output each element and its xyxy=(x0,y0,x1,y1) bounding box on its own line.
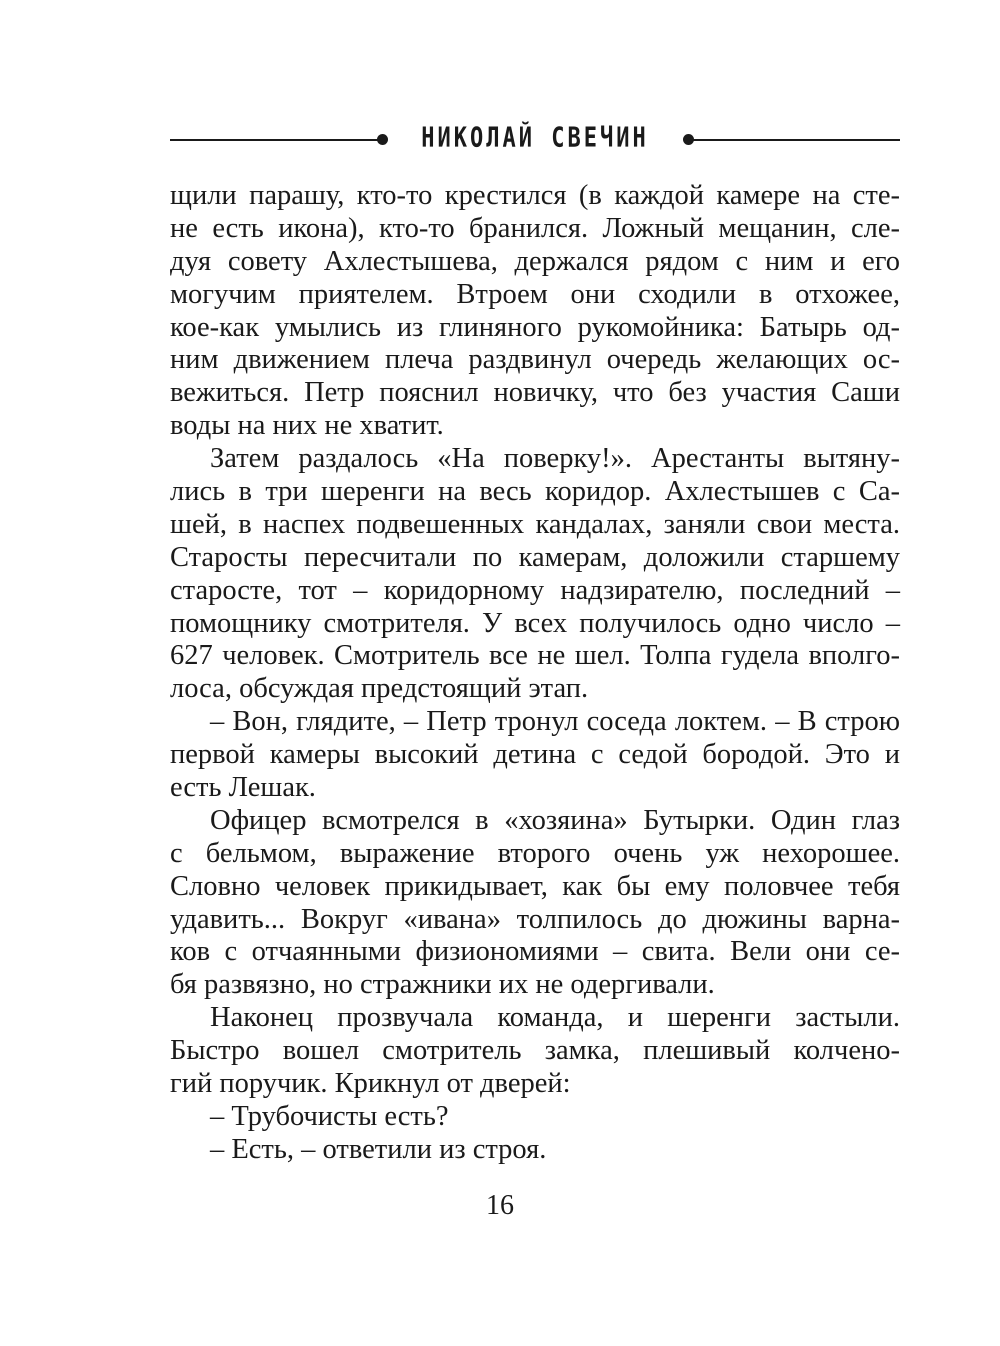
text-line: – Есть, – ответили из строя. xyxy=(210,1133,547,1165)
text-line: ков с отчаянными физиономиями – свита. Вели они се- xyxy=(170,936,900,968)
text-line: бя развязно, но стражники их не одергивали. xyxy=(170,969,715,1001)
text-line: с бельмом, выражение второго очень уж нехорошее. xyxy=(170,837,900,869)
text-line: воды на них не хватит. xyxy=(170,410,444,442)
text-line: могучим приятелем. Втроем они сходили в отхожее, xyxy=(170,278,900,310)
text-line: лись в три шеренги на весь коридор. Ахлестышев с Са- xyxy=(170,476,900,508)
text-line: старосте, тот – коридорному надзирателю, последний – xyxy=(170,574,900,606)
header-dot-left xyxy=(377,134,388,145)
text-line: дуя совету Ахлестышева, держался рядом с ним и его xyxy=(170,245,900,277)
text-line: щили парашу, кто-то крестился (в каждой камере на сте- xyxy=(170,180,900,211)
running-header xyxy=(170,122,900,158)
text-line: Офицер всмотрелся в «хозяина» Бутырки. Один глаз xyxy=(210,804,900,836)
text-line: кое-как умылись из глиняного рукомойника: Батырь од- xyxy=(170,311,900,343)
paragraph xyxy=(170,180,900,443)
text-line: лоса, обсуждая предстоящий этап. xyxy=(170,673,589,705)
text-line: – Трубочисты есть? xyxy=(210,1100,449,1132)
body-text xyxy=(170,180,900,1167)
paragraph xyxy=(170,805,900,1002)
text-line: есть Лешак. xyxy=(170,772,316,804)
text-line: шей, в наспех подвешенных кандалах, заняли свои места. xyxy=(170,508,900,540)
running-title: НИКОЛАЙ СВЕЧИН xyxy=(421,122,649,155)
text-line: помощнику смотрителя. У всех получилось одно число – xyxy=(170,607,900,639)
page-number: 16 xyxy=(486,1190,514,1221)
text-line: 627 человек. Смотритель все не шел. Толпа гудела вполго- xyxy=(170,640,900,672)
text-line: Быстро вошел смотритель замка, плешивый колчено- xyxy=(170,1035,900,1067)
header-rule-right xyxy=(690,139,900,141)
paragraph xyxy=(170,1002,900,1101)
text-line: – Вон, глядите, – Петр тронул соседа локтем. – В строю xyxy=(210,706,900,738)
text-line: Словно человек прикидывает, как бы ему половчее тебя xyxy=(170,870,900,902)
text-line: Старосты пересчитали по камерам, доложили старшему xyxy=(170,541,900,573)
paragraph xyxy=(170,1134,900,1167)
text-line: ним движением плеча раздвинул очередь желающих ос- xyxy=(170,344,900,376)
paragraph xyxy=(170,706,900,805)
paragraph xyxy=(170,443,900,706)
text-line: не есть икона), кто-то бранился. Ложный мещанин, сле- xyxy=(170,212,900,244)
header-rule-left xyxy=(170,139,380,141)
text-line: Наконец прозвучала команда, и шеренги застыли. xyxy=(210,1002,900,1034)
text-line: первой камеры высокий детина с седой бородой. Это и xyxy=(170,739,900,771)
text-line: гий поручик. Крикнул от дверей: xyxy=(170,1068,571,1100)
text-line: вежиться. Петр пояснил новичку, что без участия Саши xyxy=(170,377,900,409)
text-line: удавить... Вокруг «ивана» толпилось до дюжины варна- xyxy=(170,903,900,935)
text-line: Затем раздалось «На поверку!». Арестанты вытяну- xyxy=(210,443,900,475)
paragraph xyxy=(170,1101,900,1134)
